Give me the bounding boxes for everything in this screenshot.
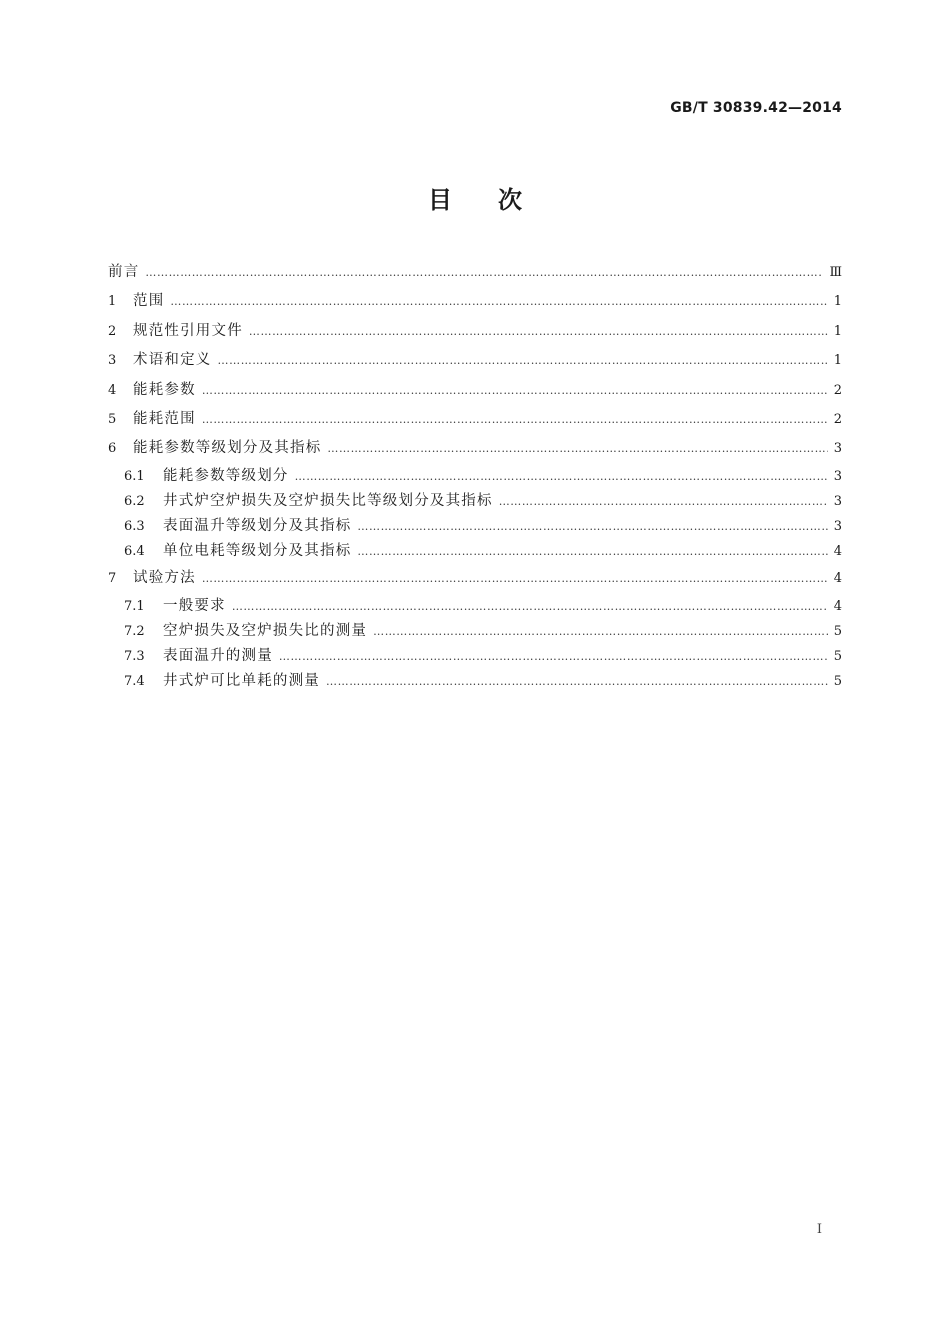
leader-dots xyxy=(249,317,828,346)
page-number: I xyxy=(816,1222,822,1237)
toc-entry-page: 3 xyxy=(833,441,842,457)
toc-entry-number: 3 xyxy=(108,353,117,369)
toc-entry-7-2[interactable] xyxy=(108,619,842,644)
toc-entry-6-3[interactable] xyxy=(108,514,842,539)
standard-code: GB/T 30839.42—2014 xyxy=(670,100,842,116)
toc-entry-number: 7.1 xyxy=(124,598,145,614)
toc-entry-page: Ⅲ xyxy=(829,265,842,280)
leader-dots xyxy=(170,287,827,316)
toc-entry-title: 单位电耗等级划分及其指标 xyxy=(163,543,352,560)
toc-entry-6-1[interactable] xyxy=(108,464,842,489)
toc-entry-page: 3 xyxy=(833,468,842,484)
table-of-contents xyxy=(108,258,842,695)
toc-entry-title: 术语和定义 xyxy=(133,352,212,369)
toc-entry-4[interactable] xyxy=(108,376,842,405)
toc-entry-title: 井式炉空炉损失及空炉损失比等级划分及其指标 xyxy=(163,492,493,509)
leader-dots xyxy=(327,434,827,463)
toc-entry-title: 表面温升等级划分及其指标 xyxy=(163,518,352,535)
toc-entry-number: 7.4 xyxy=(124,674,145,690)
leader-dots xyxy=(499,489,828,514)
toc-entry-number: 5 xyxy=(108,411,117,427)
toc-entry-6-2[interactable] xyxy=(108,489,842,514)
toc-entry-page: 4 xyxy=(833,544,842,560)
toc-entry-number: 6.4 xyxy=(124,544,145,560)
toc-entry-title: 能耗参数等级划分及其指标 xyxy=(133,440,322,457)
toc-entry-title: 一般要求 xyxy=(163,597,226,614)
toc-entry-page: 5 xyxy=(833,649,842,665)
toc-entry-page: 1 xyxy=(833,323,842,339)
toc-entry-page: 4 xyxy=(833,598,842,614)
toc-entry-7-1[interactable] xyxy=(108,594,842,619)
leader-dots xyxy=(202,376,828,405)
leader-dots xyxy=(357,539,827,564)
leader-dots xyxy=(202,405,828,434)
toc-entry-title: 规范性引用文件 xyxy=(133,322,243,339)
toc-entry-6-4[interactable] xyxy=(108,539,842,564)
toc-entry-number: 6 xyxy=(108,441,117,457)
toc-entry-page: 3 xyxy=(833,519,842,535)
leader-dots xyxy=(145,258,823,287)
toc-entry-foreword[interactable] xyxy=(108,258,842,287)
toc-title: 目次 xyxy=(428,186,568,214)
toc-entry-title: 范围 xyxy=(133,293,165,310)
toc-entry-title: 空炉损失及空炉损失比的测量 xyxy=(163,623,368,640)
leader-dots xyxy=(326,669,828,694)
toc-entry-number: 6.1 xyxy=(124,468,145,484)
leader-dots xyxy=(295,464,828,489)
toc-entry-number: 1 xyxy=(108,294,117,310)
toc-entry-title: 前言 xyxy=(108,264,140,280)
toc-entry-page: 2 xyxy=(833,411,842,427)
leader-dots xyxy=(232,594,828,619)
toc-entry-title: 能耗范围 xyxy=(133,410,196,427)
toc-entry-7-4[interactable] xyxy=(108,669,842,694)
toc-entry-page: 2 xyxy=(833,382,842,398)
toc-entry-5[interactable] xyxy=(108,405,842,434)
toc-entry-number: 7 xyxy=(108,571,117,587)
toc-entry-7[interactable] xyxy=(108,564,842,593)
toc-entry-page: 1 xyxy=(833,294,842,310)
toc-entry-1[interactable] xyxy=(108,287,842,316)
leader-dots xyxy=(218,346,828,375)
toc-entry-title: 能耗参数等级划分 xyxy=(163,467,289,484)
leader-dots xyxy=(373,619,828,644)
toc-entry-title: 表面温升的测量 xyxy=(163,648,273,665)
leader-dots xyxy=(357,514,827,539)
toc-entry-page: 4 xyxy=(833,571,842,587)
toc-entry-page: 5 xyxy=(833,674,842,690)
toc-entry-number: 6.3 xyxy=(124,519,145,535)
toc-entry-number: 7.3 xyxy=(124,649,145,665)
leader-dots xyxy=(279,644,828,669)
toc-entry-page: 3 xyxy=(833,493,842,509)
toc-entry-title: 试验方法 xyxy=(133,570,196,587)
toc-entry-number: 7.2 xyxy=(124,624,145,640)
toc-entry-3[interactable] xyxy=(108,346,842,375)
toc-entry-2[interactable] xyxy=(108,317,842,346)
toc-entry-page: 5 xyxy=(833,624,842,640)
toc-entry-page: 1 xyxy=(833,353,842,369)
toc-entry-number: 4 xyxy=(108,382,117,398)
toc-entry-7-3[interactable] xyxy=(108,644,842,669)
toc-entry-number: 2 xyxy=(108,323,117,339)
toc-entry-title: 井式炉可比单耗的测量 xyxy=(163,673,320,690)
toc-entry-title: 能耗参数 xyxy=(133,381,196,398)
toc-entry-6[interactable] xyxy=(108,434,842,463)
toc-entry-number: 6.2 xyxy=(124,493,145,509)
leader-dots xyxy=(202,564,828,593)
